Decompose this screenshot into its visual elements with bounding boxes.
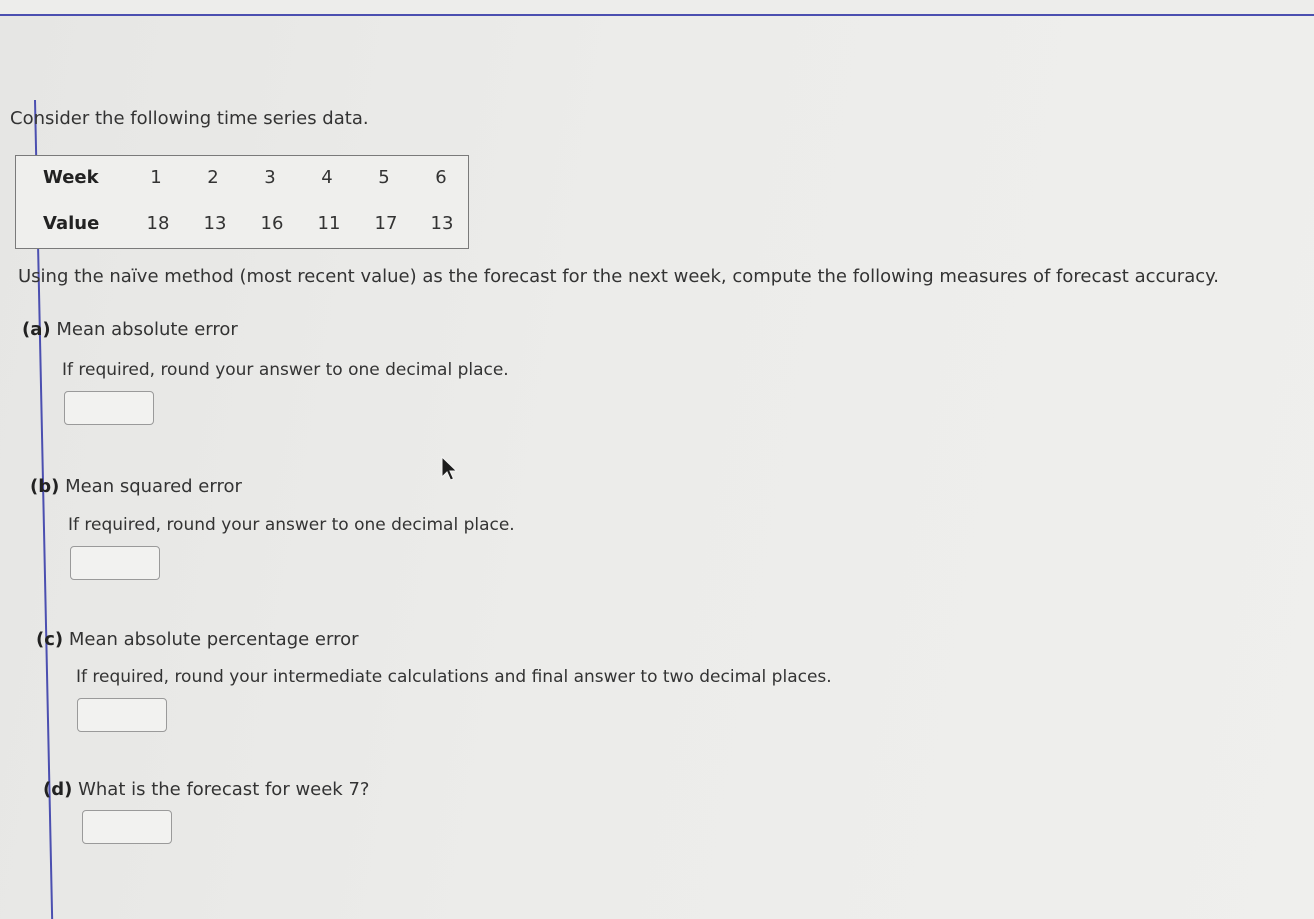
- value-row: [16, 213, 470, 237]
- week7-forecast-input[interactable]: [82, 810, 172, 844]
- time-series-table: [15, 155, 469, 249]
- question-a-text: Mean absolute error: [56, 319, 238, 340]
- mse-answer-input[interactable]: [70, 546, 160, 580]
- value-cell: 13: [430, 213, 454, 234]
- top-border: [0, 0, 1314, 16]
- week-cell: 5: [378, 167, 390, 188]
- mae-answer-input[interactable]: [64, 391, 154, 425]
- value-cell: 11: [317, 213, 341, 234]
- instructions-text: Using the naïve method (most recent value) as the forecast for the next week, compute the following measures of forecast accuracy.: [18, 266, 1219, 287]
- question-d-label: [43, 779, 369, 800]
- question-b-label: [30, 476, 242, 497]
- question-c-hint: If required, round your intermediate calculations and final answer to two decimal places.: [76, 667, 832, 687]
- question-c-letter: (c): [36, 629, 64, 650]
- question-b-letter: (b): [30, 476, 60, 497]
- mouse-pointer-icon: [440, 456, 458, 484]
- intro-text: Consider the following time series data.: [10, 108, 369, 129]
- value-cell: 13: [203, 213, 227, 234]
- week-cell: 3: [264, 167, 276, 188]
- week-cell: 2: [207, 167, 219, 188]
- week-cell: 4: [321, 167, 333, 188]
- week-row: [16, 167, 470, 191]
- question-panel: [10, 108, 1300, 908]
- week-cell: 1: [150, 167, 162, 188]
- value-label: Value: [43, 213, 100, 234]
- question-c-text: Mean absolute percentage error: [68, 629, 359, 650]
- question-d-letter: (d): [43, 779, 73, 800]
- question-b-hint: If required, round your answer to one decimal place.: [68, 515, 515, 535]
- value-cell: 16: [260, 213, 284, 234]
- question-a-hint: If required, round your answer to one decimal place.: [62, 360, 509, 380]
- question-a-letter: (a): [22, 319, 51, 340]
- question-b-text: Mean squared error: [65, 476, 242, 497]
- week-cell: 6: [435, 167, 447, 188]
- value-cell: 17: [374, 213, 398, 234]
- question-c-label: [36, 629, 359, 650]
- value-cell: 18: [146, 213, 170, 234]
- week-label: Week: [43, 167, 99, 188]
- question-a-label: [22, 319, 238, 340]
- mape-answer-input[interactable]: [77, 698, 167, 732]
- question-d-text: What is the forecast for week 7?: [78, 779, 370, 800]
